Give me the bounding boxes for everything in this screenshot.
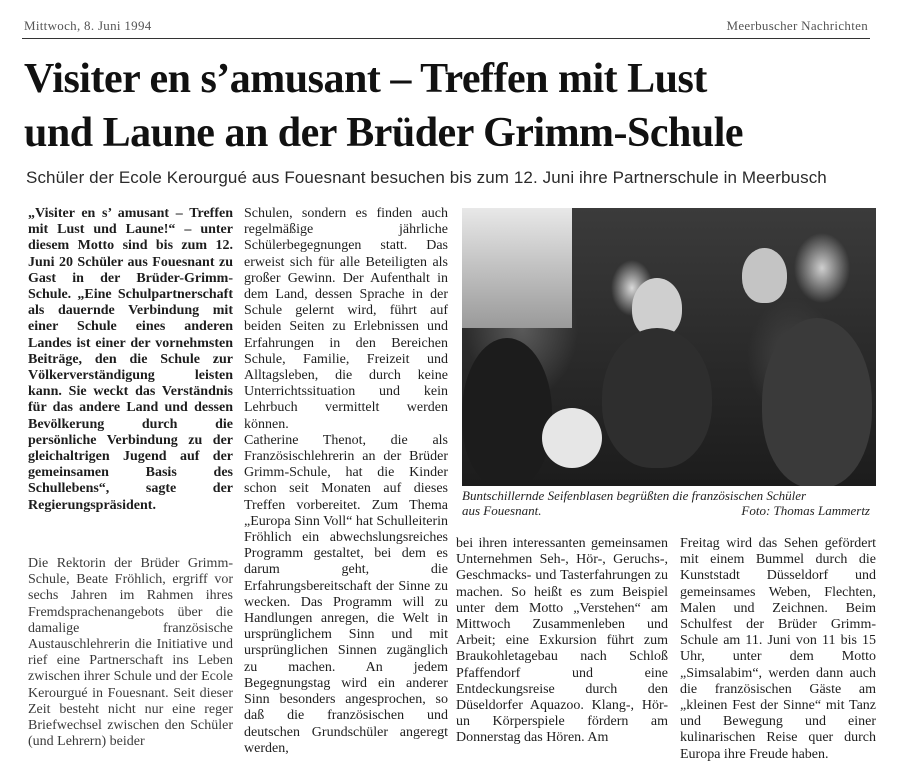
lead-paragraph: „Visiter en s’ amusant – Treffen mit Lust und Laune!“ – unter diesem Motto sind bis zum 12. Juni 20 Schüler aus Fouesnant zu Gast in der Brüder-Grimm-Schule. „Eine Schulpartnerschaft als dauernde Verbindung mit einer Schule eines anderen Landes ist einer der vornehmsten Beiträge, den die Schule zur Völkerverständigung leisten kann. Sie weckt das Verständnis für das andere Land und dessen Bevölkerung durch die persönliche Verbindung zu der gleichaltrigen Jugend auf der gemeinsamen Basis des Schullebens“, sagte der Regierungspräsident. (28, 206, 233, 513)
body-paragraph-2: Schulen, sondern es finden auch regelmäßige jährliche Schülerbegegnungen statt. Das erweist sich für alle Beteiligten als großer Gewinn. Der Aufenthalt in dem Land, dessen Sprache in der Schule gelernt wird, führt auf beiden Seiten zu Erlebnissen und Erfahrungen in den Bereichen Schule, Familie, Freizeit und Alltagsleben, die durch keine Unterrichtssituation und kein Lehrbuch vermittelt werden können. (244, 206, 448, 432)
caption-line-2: aus Fouesnant. (462, 503, 542, 518)
photo-child-body (602, 328, 712, 468)
body-paragraph-5: Freitag wird das Sehen gefördert mit einem Bummel durch die Kunststadt Düsseldorf und gemeinsames Weben, Flechten, Malen und Zeichnen. Beim Schulfest der Brüder Grimm-Schule am 11. Juni von 11 bis 15 Uhr, unter dem Motto „Simsalabim“, werden dann auch die französischen Gäste am „kleinen Fest der Sinne“ mit Tanz und Bewegung und einer kulinarischen Reise quer durch Europa ihre Freude haben. (680, 536, 876, 762)
column-1-lead (28, 206, 233, 514)
newspaper-name: Meerbuscher Nachrichten (726, 18, 868, 33)
headline-line-1: Visiter en s’amusant – Treffen mit Lust (24, 56, 707, 102)
headline-line-2: und Laune an der Brüder Grimm-Schule (24, 110, 744, 156)
photo-caption (462, 488, 876, 518)
column-4 (680, 536, 876, 763)
column-2 (244, 206, 448, 757)
photo-child-right (762, 318, 872, 486)
photo-child-foreground (462, 338, 552, 486)
photo-window-light (462, 208, 572, 328)
photo-child-face-2 (742, 248, 787, 303)
article-subheadline: Schüler der Ecole Kerourgué aus Fouesnant besuchen bis zum 12. Juni ihre Partnerschule in Meerbusch (26, 168, 827, 187)
body-paragraph-3: Catherine Thenot, die als Französischlehrerin an der Brüder Grimm-Schule, hat die Kinder schon seit Monaten auf dieses Treffen vorbereitet. Zum Thema „Europa Sinn Voll“ hat Schulleiterin Fröhlich ein abwechslungsreiches Programm gestaltet, bei dem es darum geht, die Erfahrungsbereitschaft der Sinne zu wecken. Das Programm will zu Handlungen anregen, die Welt in ursprünglichem Sinn und mit ursprünglichen Sinnen zugänglich zu machen. An jedem Begegnungstag wird ein anderer Sinn besonders angesprochen, so daß die französischen und deutschen Grundschüler angeregt werden, (244, 432, 449, 756)
masthead-rule (22, 38, 870, 39)
issue-date: Mittwoch, 8. Juni 1994 (24, 18, 152, 33)
article-headline (24, 52, 874, 160)
photo-soap-bubbles (542, 408, 602, 468)
body-paragraph-1: Die Rektorin der Brüder Grimm-Schule, Beate Fröhlich, ergriff vor sechs Jahren im Rahmen ihres Fremdsprachenangebots über die damalige französische Austauschlehrerin die Initiative und rief eine Partnerschaft ins Leben zwischen ihrer Schule und der Ecole Kerourgué in Fouesnant. Seit dieser Zeit besteht nicht nur eine reger Briefwechsel zwischen den Schüler (und Lehrern) beider (28, 556, 233, 750)
column-1-body (28, 556, 233, 750)
caption-line-1: Buntschillernde Seifenblasen begrüßten die französischen Schüler (462, 488, 807, 503)
article-photo (462, 208, 876, 486)
photo-credit: Foto: Thomas Lammertz (741, 503, 870, 518)
body-paragraph-4: bei ihren interessanten gemeinsamen Unternehmen Seh-, Hör-, Geruchs-, Geschmacks- und Tasterfahrungen zu machen. So heißt es zum Beispiel unter dem Motto „Verstehen“ am Mittwoch Zusammenleben und Arbeit; eine Exkursion führt zum Braukohletagebau nach Schloß Pfaffendorf und eine Entdeckungsreise durch den Düseldorfer Aquazoo. Klang-, Hör- un Körperspiele fördern am Donnerstag das Hören. Am (456, 536, 668, 746)
masthead (22, 14, 870, 34)
column-3 (456, 536, 668, 747)
